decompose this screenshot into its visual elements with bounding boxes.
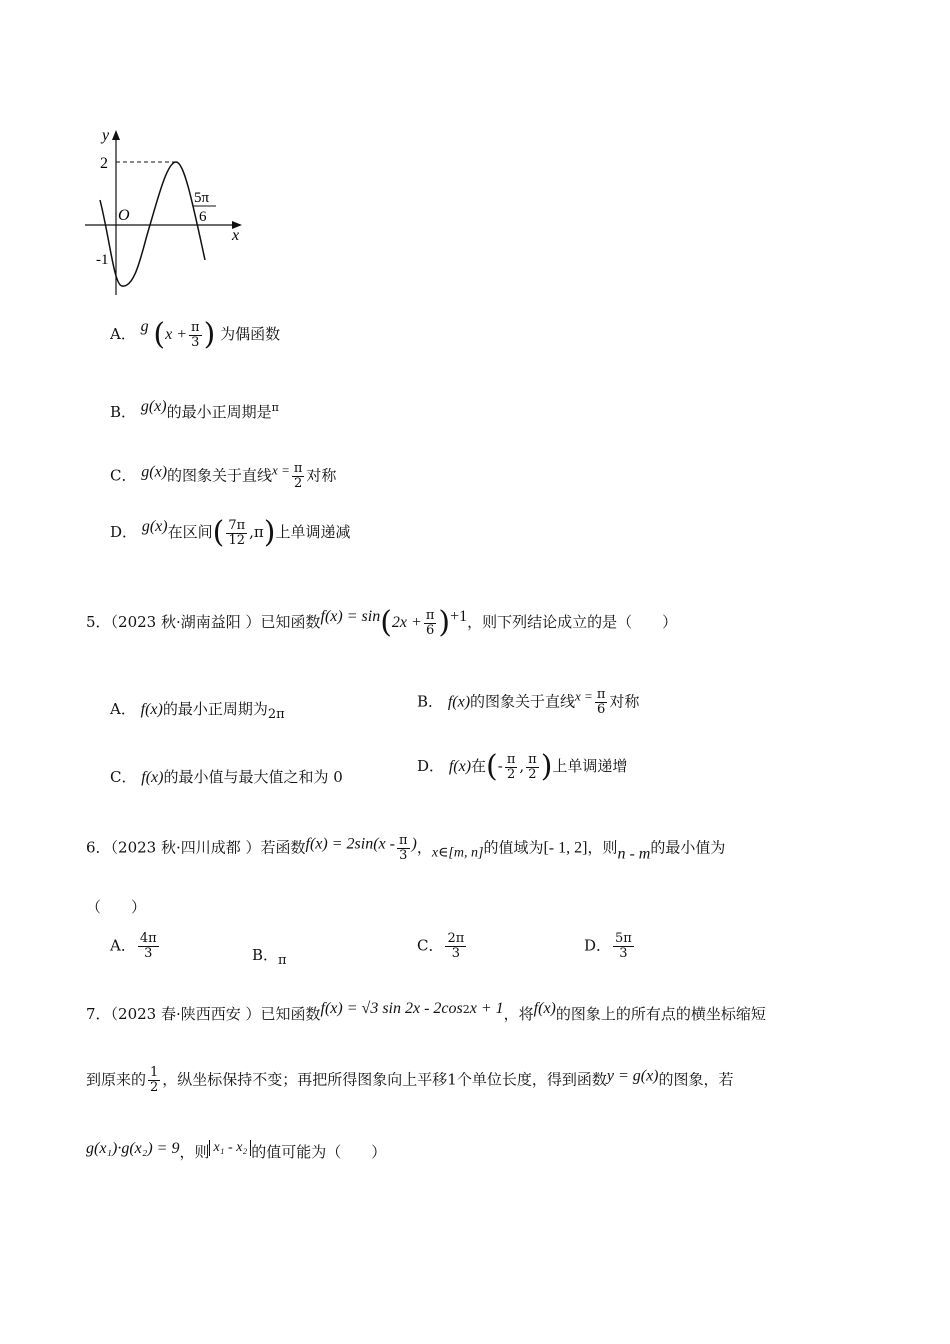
q5-option-d[interactable]: D． f(x)在(- $\frac{\pi}{2}$ , $\frac{\pi}{2}$ )上单调递增 [417,749,628,784]
question-7-stem-line2: 到原来的 $\frac{1}{2}$ ，纵坐标保持不变；再把所得图象向上平移1个单位长度，得到函数y = g(x)的图象，若 [86,1065,734,1095]
q6-option-c[interactable]: C． $\frac{2\pi}{3}$ [417,931,465,961]
question-7-stem-line3: g(x₁)·g(x₂) = 9，则 x₁ - x₂ 的值可能为（ ） [86,1140,387,1161]
q4-option-b[interactable]: B． g(x)的最小正周期是$^\pi$ [110,398,279,421]
x-label: x [232,227,240,244]
y-min-label: -1 [96,252,109,268]
q4-option-c[interactable]: C． g(x)的图象关于直线x = $\frac{\pi}{2}$ 对称 [110,461,337,491]
question-7-stem-line1: 7．（2023 春·陕西西安 ）已知函数f(x) = √3 $\sin 2x - 2\cos^2x + 1$，将f(x)的图象上的所有点的横坐标缩短 [86,1000,766,1023]
q6-option-d[interactable]: D． $\frac{5\pi}{3}$ [584,931,632,961]
q4-option-a[interactable]: A． g (x + $\frac{\pi}{3}$ ) 为偶函数 [110,317,281,352]
x-mark-den: 6 [199,209,207,225]
q5-option-c[interactable]: C． f(x)的最小值与最大值之和为 0 [110,768,343,786]
q5-option-a[interactable]: A． f(x)的最小正周期为2π [110,700,285,722]
y-axis-arrow [112,130,120,140]
sine-graph [80,120,260,300]
origin-label: O [118,207,130,224]
q5-option-b[interactable]: B． f(x)的图象关于直线x = $\frac{\pi}{6}$ 对称 [417,687,640,717]
y-max-label: 2 [100,155,108,172]
q6-option-a[interactable]: A． $\frac{4\pi}{3}$ [110,931,157,961]
x-mark-num: 5π [194,190,210,206]
q6-option-b[interactable]: B．π [252,946,287,968]
y-label: y [102,127,110,144]
q4-option-d[interactable]: D． g(x)在区间( $\frac{7\pi}{12}$ ,π)上单调递减 [110,515,351,550]
question-5-stem: 5．（2023 秋·湖南益阳 ）已知函数f(x) = sin(2x + $\frac{\pi}{6}$ )+1，则下列结论成立的是（ ） [86,605,678,640]
question-6-paren: （ ） [86,898,147,916]
question-6-stem: 6．（2023 秋·四川成都 ）若函数f(x) = 2sin(x - $\frac{\pi}{3}$ )，x∈[m, n]的值域为[- 1, 2]，则n - m的最小值为 [86,833,726,863]
